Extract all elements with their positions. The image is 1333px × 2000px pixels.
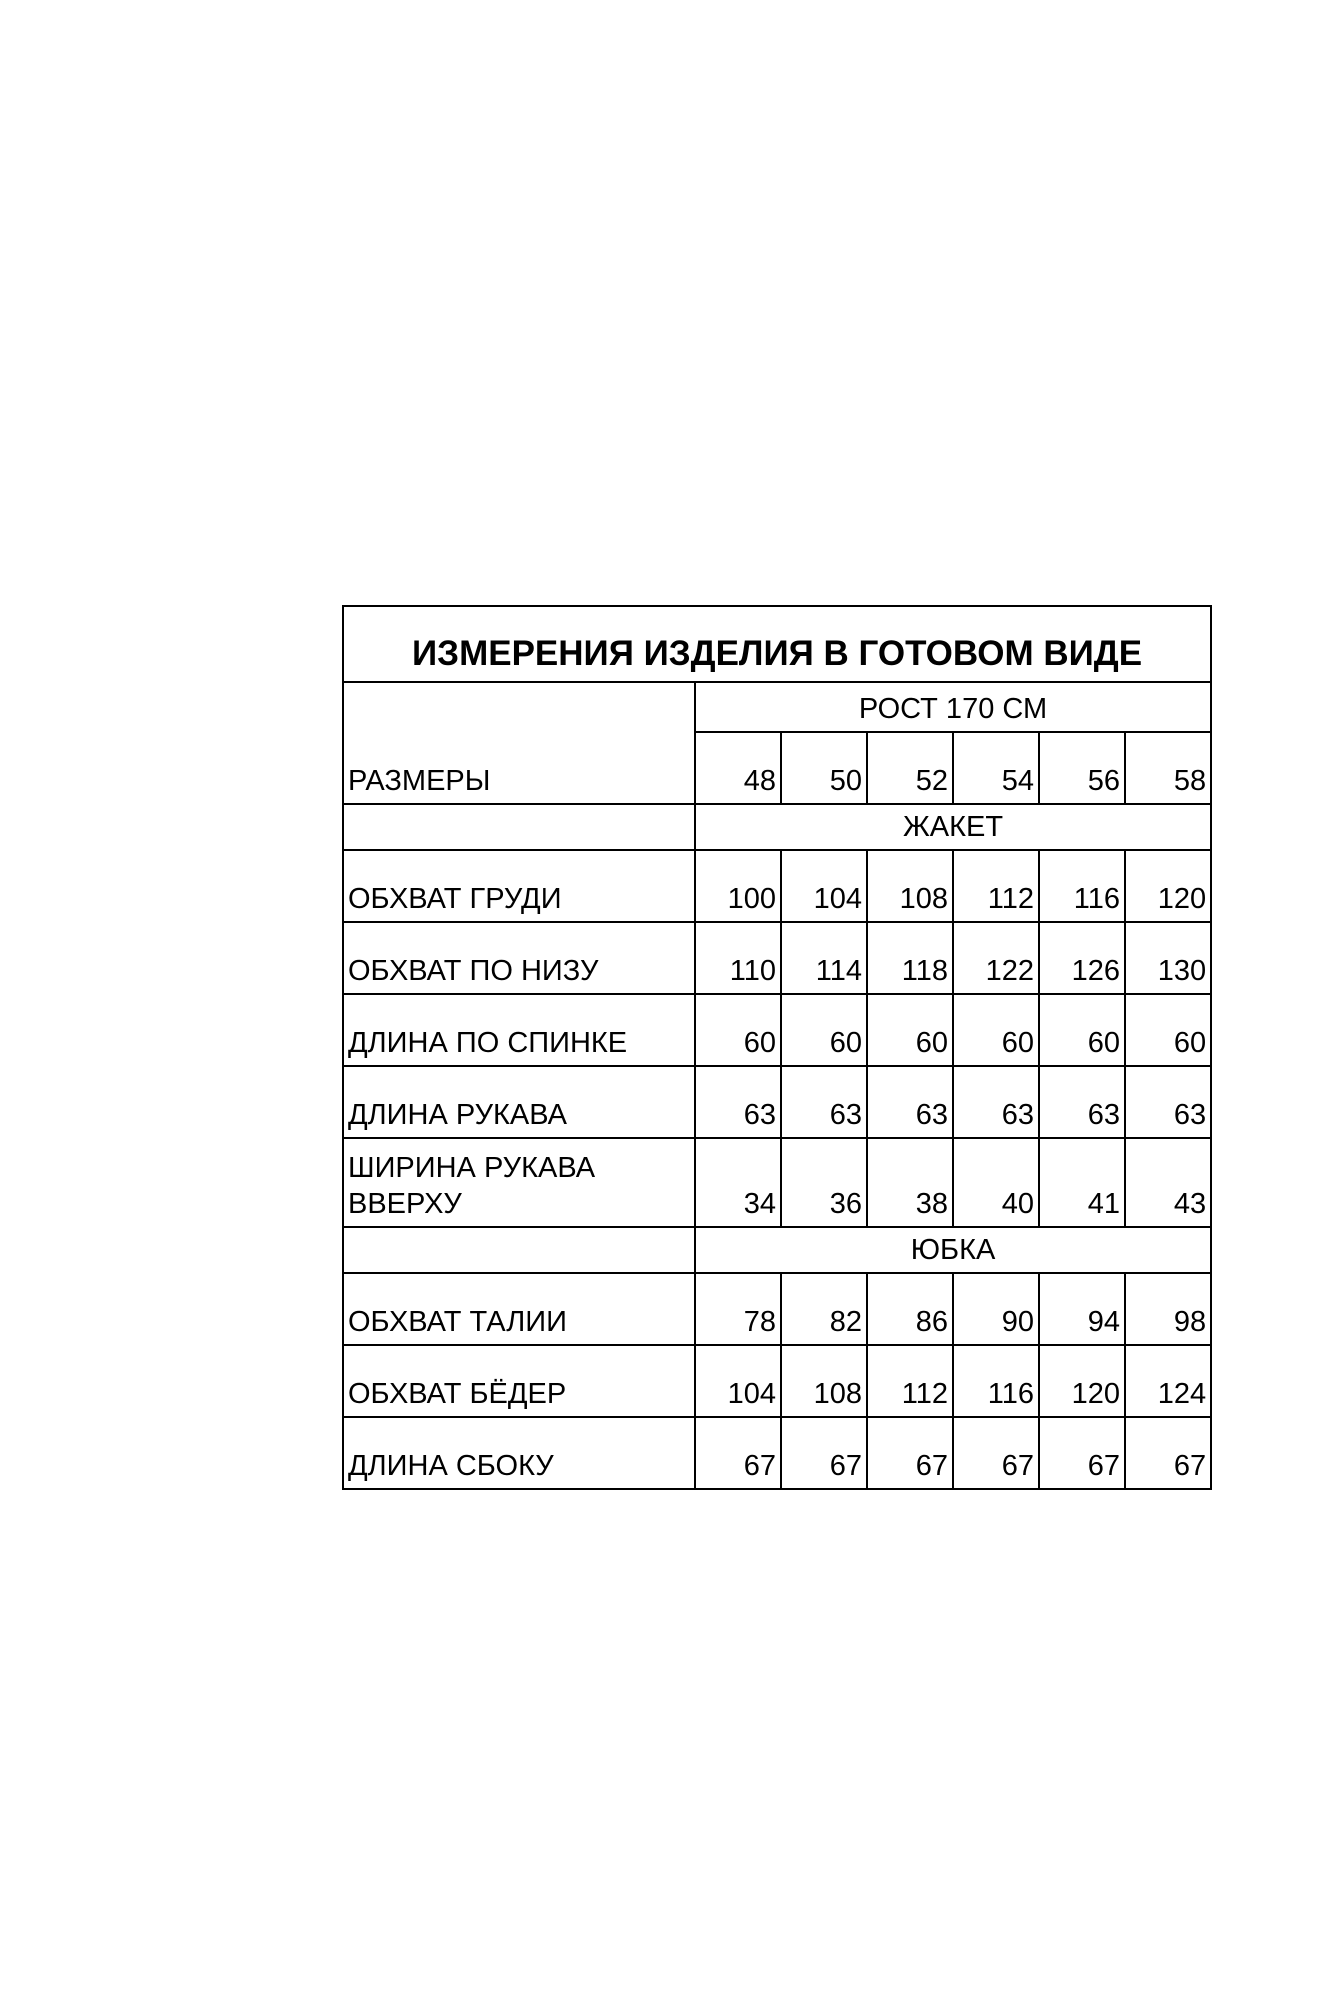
measurement-value: 60 <box>867 994 953 1066</box>
measurement-value: 122 <box>953 922 1039 994</box>
measurement-value: 126 <box>1039 922 1125 994</box>
size-cell: 58 <box>1125 732 1211 804</box>
measurement-value: 120 <box>1039 1345 1125 1417</box>
measurement-value: 100 <box>695 850 781 922</box>
measurement-value: 43 <box>1125 1138 1211 1227</box>
table-row <box>343 1345 1211 1417</box>
measurement-value: 60 <box>953 994 1039 1066</box>
measurement-value: 108 <box>867 850 953 922</box>
measurement-value: 34 <box>695 1138 781 1227</box>
measurement-value: 63 <box>695 1066 781 1138</box>
measurement-value: 104 <box>781 850 867 922</box>
size-cell: 52 <box>867 732 953 804</box>
measurement-label: ОБХВАТ ТАЛИИ <box>343 1273 695 1345</box>
measurement-value: 120 <box>1125 850 1211 922</box>
section-blank-cell <box>343 804 695 850</box>
size-cell: 54 <box>953 732 1039 804</box>
sizes-label: РАЗМЕРЫ <box>343 682 695 804</box>
section-name: ЖАКЕТ <box>695 804 1211 850</box>
measurement-value: 130 <box>1125 922 1211 994</box>
measurement-value: 63 <box>781 1066 867 1138</box>
measurement-value: 67 <box>867 1417 953 1489</box>
measurement-label: ДЛИНА РУКАВА <box>343 1066 695 1138</box>
measurement-value: 60 <box>695 994 781 1066</box>
measurement-value: 116 <box>953 1345 1039 1417</box>
measurement-value: 63 <box>867 1066 953 1138</box>
section-name: ЮБКА <box>695 1227 1211 1273</box>
measurement-label: ОБХВАТ ГРУДИ <box>343 850 695 922</box>
measurement-value: 38 <box>867 1138 953 1227</box>
size-cell: 50 <box>781 732 867 804</box>
section-header-row <box>343 1227 1211 1273</box>
measurement-value: 110 <box>695 922 781 994</box>
measurement-value: 67 <box>1125 1417 1211 1489</box>
size-cell: 48 <box>695 732 781 804</box>
size-chart-body <box>343 606 1211 1489</box>
measurement-value: 63 <box>953 1066 1039 1138</box>
table-row <box>343 994 1211 1066</box>
measurement-value: 41 <box>1039 1138 1125 1227</box>
measurement-value: 67 <box>1039 1417 1125 1489</box>
height-row <box>343 682 1211 732</box>
measurement-value: 90 <box>953 1273 1039 1345</box>
measurement-value: 36 <box>781 1138 867 1227</box>
measurement-value: 116 <box>1039 850 1125 922</box>
measurement-label: ОБХВАТ БЁДЕР <box>343 1345 695 1417</box>
measurement-value: 60 <box>1039 994 1125 1066</box>
measurement-label: ДЛИНА ПО СПИНКЕ <box>343 994 695 1066</box>
measurement-value: 60 <box>1125 994 1211 1066</box>
measurement-value: 67 <box>695 1417 781 1489</box>
measurement-label: ОБХВАТ ПО НИЗУ <box>343 922 695 994</box>
measurement-value: 94 <box>1039 1273 1125 1345</box>
measurement-value: 67 <box>781 1417 867 1489</box>
measurement-value: 60 <box>781 994 867 1066</box>
measurement-value: 67 <box>953 1417 1039 1489</box>
table-title: ИЗМЕРЕНИЯ ИЗДЕЛИЯ В ГОТОВОМ ВИДЕ <box>343 606 1211 682</box>
section-header-row <box>343 804 1211 850</box>
measurement-value: 114 <box>781 922 867 994</box>
measurement-value: 78 <box>695 1273 781 1345</box>
table-row <box>343 1417 1211 1489</box>
size-chart-table <box>342 605 1212 1490</box>
measurement-value: 108 <box>781 1345 867 1417</box>
measurement-value: 63 <box>1125 1066 1211 1138</box>
measurement-value: 104 <box>695 1345 781 1417</box>
measurement-label: ШИРИНА РУКАВА ВВЕРХУ <box>343 1138 695 1227</box>
measurement-value: 112 <box>867 1345 953 1417</box>
measurement-value: 118 <box>867 922 953 994</box>
table-row <box>343 1273 1211 1345</box>
title-row <box>343 606 1211 682</box>
measurement-value: 124 <box>1125 1345 1211 1417</box>
table-row <box>343 1066 1211 1138</box>
table-row <box>343 1138 1211 1227</box>
measurement-value: 86 <box>867 1273 953 1345</box>
measurement-value: 82 <box>781 1273 867 1345</box>
measurement-label: ДЛИНА СБОКУ <box>343 1417 695 1489</box>
table-row <box>343 922 1211 994</box>
section-blank-cell <box>343 1227 695 1273</box>
size-cell: 56 <box>1039 732 1125 804</box>
measurement-value: 40 <box>953 1138 1039 1227</box>
measurement-value: 63 <box>1039 1066 1125 1138</box>
height-label: РОСТ 170 СМ <box>695 682 1211 732</box>
measurement-value: 112 <box>953 850 1039 922</box>
measurement-value: 98 <box>1125 1273 1211 1345</box>
table-row <box>343 850 1211 922</box>
